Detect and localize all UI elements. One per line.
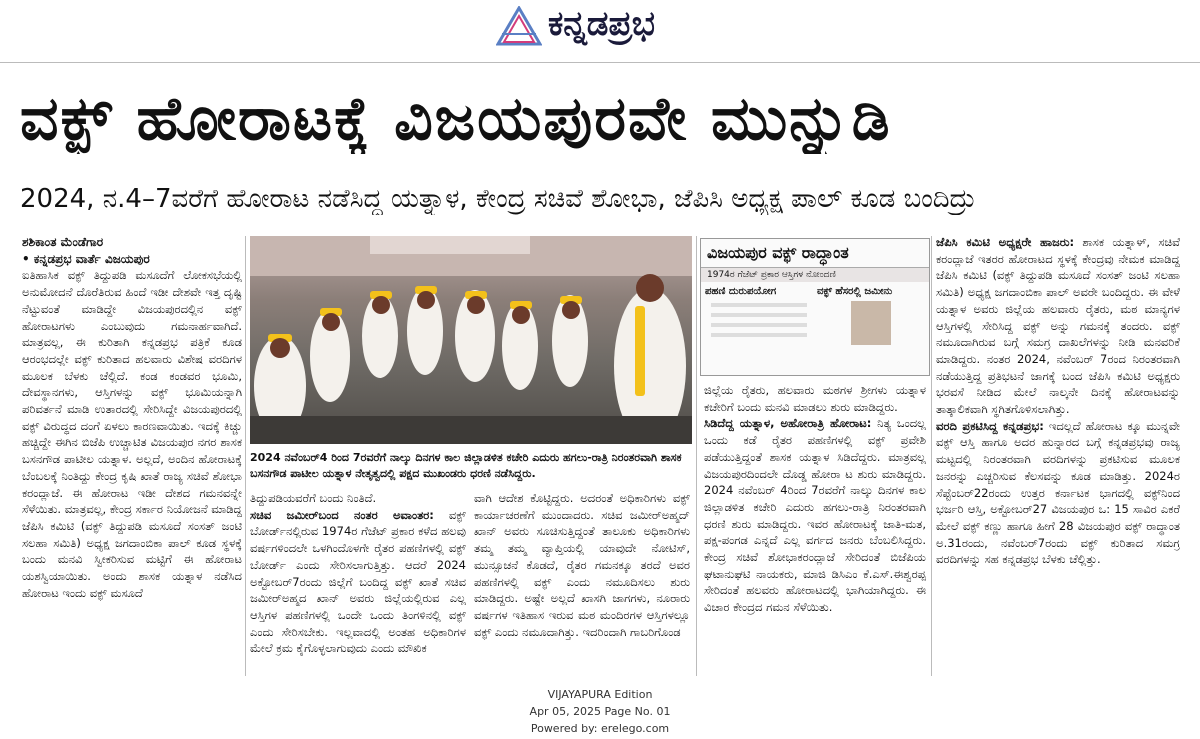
byline-author: ಶಶಿಕಾಂತ ಮೆಂಡೆಗಾರ [22,235,104,249]
column-2-subhead: ಸಚಿವ ಜಮೀರ್‌ಬಂದ ನಂತರ ಅವಾಂತರ: [250,507,434,522]
column-5-text-b: ಇದಲ್ಲದೆ ಹೋರಾಟ ಕ್ಕೂ ಮುನ್ನವೇ ವಕ್ಫ್ ಆಸ್ತಿ ಹಾಗೂ ಅದರ ಹುನ್ನಾರದ ಬಗ್ಗೆ ಕನ್ನಡಪ್ರಭವು ರಾಜ್ಯ ಮಟ್ಟದಲ್ಲಿ ನಿರಂತರವಾಗಿ ವರದಿಗಳನ್ನು ಪ್ರಕಟಿಸುವ ಮೂಲಕ ಜನರನ್ನು ಎಚ್ಚರಿಸುವ ಕೆಲಸವನ್ನು ಕೂಡ ಮಾಡಿತ್ತು. 2024ರ ಸೆಪ್ಟೆಂಬರ್22ರಂದು ಉತ್ತರ ಕರ್ನಾಟಕ ಭಾಗದಲ್ಲಿ ವಕ್ಫ್‌ನಿಂದ ಭರ್ಜರಿ ಆಸ್ತಿ, ಅಕ್ಟೋಬರ್27 ವಿಜಯಪುರ ಒ: 15 ಸಾವಿರ ಎಕರೆ ಮೇಲೆ ವಕ್ಫ್ ಕಣ್ಣು ಹಾಗೂ ಹೀಗೆ 28 ವಿಜಯಪುರ ವಕ್ಫ್ ರಾದ್ಧಾಂತ ಅ.31ರಂದು, ನವೆಂಬರ್7ರಂದು ವಕ್ಫ್ ಕುರಿತಾದ ಸಮಗ್ರ ವರದಿಗಳನ್ನು ಸಹ ಕನ್ನಡಪ್ರಭ ಬೆಳಕು ಚೆಲ್ಲಿತ್ತು. [936,418,1180,567]
page-footer [0,686,1200,737]
column-4-text-b: ನಿತ್ಯ ಒಂದಲ್ಲ ಒಂದು ಕಡೆ ರೈತರ ಪಹಣಿಗಳಲ್ಲಿ ವಕ್ಫ್ ಪ್ರವೇಶಿ ಪಡೆಯುತ್ತಿದ್ದಂತೆ ಶಾಸಕ ಯತ್ನಾಳ ಸಿಡಿದೆದ್ದರು. ಮಾತ್ರವಲ್ಲ ವಿಜಯಪುರದಿಂದಲೇ ದೊಡ್ಡ ಹೋರಾ ಟ ಶುರು ಮಾಡಿದ್ದರು. 2024 ನವೆಂಬರ್ 4ರಿಂದ 7ರವರೆಗೆ ನಾಲ್ಕು ದಿನಗಳ ಕಾಲ ಜಿಲ್ಲಾಡಳಿತ ಕಚೇರಿ ಎದುರು ಹಗಲು-ರಾತ್ರಿ ನಿರಂತರವಾಗಿ ಧರಣಿ ಶುರು ಮಾಡಿದ್ದರು. ಇವರ ಹೋರಾಟಕ್ಕೆ ಜಾತಿ-ಮತ, ಪಕ್ಷ-ಪಂಗಡ ಎನ್ನದೆ ಎಲ್ಲ ವರ್ಗದ ಜನರು ಬೆಂಬಲಿಸಿದ್ದರು. ಕೇಂದ್ರ ಸಚಿವೆ ಶೋಭಾಕರಂದ್ಲಾಜೆ ಸೇರಿದಂತೆ ಬಿಜೆಪಿಯ ಘಟಾನುಘಟಿ ನಾಯಕರು, ಮಾಜಿ ಡಿಸಿಎಂ ಕೆ.ಎಸ್.ಈಶ್ವರಪ್ಪ ಸೇರಿದಂತೆ ಹಲವರು ಹೋರಾಟದಲ್ಲಿ ಭಾಗಿಯಾಗಿದ್ದರು. ಈ ವಿಚಾರ ಕೇಂದ್ರದ ಗಮನ ಸೆಳೆಯಿತು. [704,416,926,615]
column-2-text-a: ತಿದ್ದುಪಡಿಯವರೆಗೆ ಬಂದು ನಿಂತಿದೆ. [250,491,377,505]
article-column-4 [704,382,926,674]
footer-date: Apr 05, 2025 Page No. 01 [529,705,671,718]
article-column-1 [22,234,242,674]
column-1-text: ಐತಿಹಾಸಿಕ ವಕ್ಫ್ ತಿದ್ದುಪಡಿ ಮಸೂದೆಗೆ ಲೋಕಸಭೆಯಲ್ಲಿ ಅನುಮೋದನೆ ದೊರೆತಿರುವ ಹಿಂದೆ ಇಡೀ ದೇಶವೇ ಇತ್ತ ದೃಷ್ಟಿ ನೆಟ್ಟುವಂತೆ ಮಾಡಿದ್ದೇ ವಿಜಯಪುರದಲ್ಲಿನ ವಕ್ಫ್ ಹೋರಾಟಗಳು ಎಂಬುವುದು ಗಮನಾರ್ಹವಾಗಿದೆ. ಮಾತ್ರವಲ್ಲ, ಈ ಕುರಿತಾಗಿ ಕನ್ನಡಪ್ರಭ ಪತ್ರಿಕೆ ಕೂಡ ಆರಂಭದಲ್ಲೇ ವಕ್ಫ್ ಕುರಿತಾದ ಹಲವಾರು ವಿಶೇಷ ವರದಿಗಳ ಮೂಲಕ ಬೆಳಕು ಚೆಲ್ಲಿದೆ. ಕಂಡ ಕಂಡವರ ಭೂಮಿ, ದೇವಸ್ಥಾನಗಳು, ಆಸ್ತಿಗಳನ್ನು ವಕ್ಫ್ ಭೂಮಿಯನ್ನಾಗಿ ಪರಿವರ್ತನೆ ಮಾಡಿ ಉತಾರದಲ್ಲಿ ಸೇರಿಸಿದ್ದೇ ವಿಜಯಪುರದಲ್ಲಿ ವಕ್ಫ್ ವಿರುದ್ಧದ ದಂಗೆ ಏಳಲು ಕಾರಣವಾಯಿತು. ಇದಕ್ಕೆ ಕಿಚ್ಚು ಹಚ್ಚಿದ್ದೇ ಈಗಿನ ಬಿಜೆಪಿ ಉಚ್ಚಾಟಿತ ವಿಜಯಪುರ ನಗರ ಶಾಸಕ ಬಸನಗೌಡ ಪಾಟೀಲ ಯತ್ನಾಳ. ಅಲ್ಲದೆ, ಅಂದಿನ ಹೋರಾಟಕ್ಕೆ ಬೆಂಬಲಕ್ಕೆ ನಿಂತಿದ್ದು ಕೇಂದ್ರ ಕೃಷಿ ಖಾತೆ ರಾಜ್ಯ ಸಚಿವೆ ಶೋಭಾ ಕರಂದ್ಲಾಜೆ. ಈ ಹೋರಾಟ ಇಡೀ ದೇಶದ ಗಮನವನ್ನೇ ಸೆಳೆಯಿತು. ಮಾತ್ರವಲ್ಲ, ಕೇಂದ್ರ ಸರ್ಕಾರ ನಿಯೋಜನೆ ಮಾಡಿದ್ದ ಜೆಪಿಸಿ ಕಮಿಟಿ (ವಕ್ಫ್ ತಿದ್ದುಪಡಿ ಮಸೂದೆ ಸಂಸತ್ ಜಂಟಿ ಸಲಹಾ ಸಮಿತಿ) ಅಧ್ಯಕ್ಷ ಜಗದಾಂಬಿಕಾ ಪಾಲ್ ಕೂಡ ಸ್ಥಳಕ್ಕೆ ಬಂದು ಮನವಿ ಸ್ವೀಕರಿಸುವ ಮಟ್ಟಿಗೆ ಈ ಹೋರಾಟ ಯಶಸ್ವಿಯಾಯಿತು. ಅಂದು ಶಾಸಕ ಯತ್ನಾಳ ನಡೆಸಿದ ಹೋರಾಟ ಇಂದು ವಕ್ಫ್ ಮಸೂದೆ [22,268,242,600]
article-column-5 [936,234,1180,674]
masthead-logo-text: ಕನ್ನಡಪ್ರಭ [548,4,655,44]
column-4-text-a: ಜಿಲ್ಲೆಯ ರೈತರು, ಹಲವಾರು ಮಠಗಳ ಶ್ರೀಗಳು ಯತ್ನಾಳ ಕಚೇರಿಗೆ ಬಂದು ಮನವಿ ಮಾಡಲು ಶುರು ಮಾಡಿದ್ದರು. [704,383,926,414]
masthead [0,0,1200,63]
column-5-subhead-a: ಜೆಪಿಸಿ ಕಮಿಟಿ ಅಧ್ಯಕ್ಷರೇ ಹಾಜರು: [936,235,1075,249]
article-column-3 [474,490,690,676]
column-4-subhead: ಸಿಡಿದೆದ್ದ ಯತ್ನಾಳ, ಅಹೋರಾತ್ರಿ ಹೋರಾಟ: [704,416,872,431]
headline: ವಕ್ಫ್ ಹೋರಾಟಕ್ಕೆ ವಿಜಯಪುರವೇ ಮುನ್ನುಡಿ [20,84,892,154]
article-column-2 [250,490,466,676]
sidebar-graphic [700,238,930,376]
sidebar-title: ವಿಜಯಪುರ ವಕ್ಫ್ ರಾದ್ಧಾಂತ [701,239,929,268]
sidebar-tagline: 1974ರ ಗೆಜೆಟ್ ಪ್ರಕಾರ ಆಸ್ತಿಗಳ ನೋಂದಣಿ [701,268,929,282]
column-3-text: ವಾಗಿ ಆದೇಶ ಕೊಟ್ಟಿದ್ದರು. ಅದರಂತೆ ಅಧಿಕಾರಿಗಳು ವಕ್ಫ್ ಕಾರ್ಯಾಚರಣೆಗೆ ಮುಂದಾದರು. ಸಚಿವ ಜಮೀರ್‌ಅಹ್ಮದ್ ಖಾನ್ ಅವರು ಸೂಚಿಸುತ್ತಿದ್ದಂತೆ ತಾಲೂಕು ಅಧಿಕಾರಿಗಳು ತಮ್ಮ ತಮ್ಮ ವ್ಯಾಪ್ತಿಯಲ್ಲಿ ಯಾವುದೇ ನೋಟಿಸ್, ಮುನ್ಸೂಚನೆ ಕೊಡದೆ, ರೈತರ ಗಮನಕ್ಕೂ ತರದೆ ಅವರ ಪಹಣಿಗಳಲ್ಲಿ ವಕ್ಫ್ ಎಂದು ನಮೂದಿಸಲು ಶುರು ಮಾಡಿದ್ದರು. ಅಷ್ಟೇ ಅಲ್ಲದೆ ಖಾಸಗಿ ಜಾಗಗಳು, ನೂರಾರು ವರ್ಷಗಳ ಇತಿಹಾಸ ಇರುವ ಮಠ ಮಂದಿರಗಳ ಆಸ್ತಿಗಳಲ್ಲೂ ವಕ್ಫ್ ಎಂದು ನಮೂದಾಗಿತ್ತು. ಇದರಿಂದಾಗಿ ಗಾಬರಿಗೊಂಡ [474,491,690,639]
protest-photo-graphic [250,236,692,444]
footer-edition: VIJAYAPURA Edition [547,688,653,701]
sidebar-label-a: ಪಹಣಿ ದುರುಪಯೋಗ [705,286,777,297]
byline-source: • ಕನ್ನಡಪ್ರಭ ವಾರ್ತೆ ವಿಜಯಪುರ [22,251,150,266]
column-divider [245,236,246,676]
photo-caption: 2024 ನವೆಂಬರ್4 ರಿಂದ 7ರವರೆಗೆ ನಾಲ್ಕು ದಿನಗಳ ಕಾಲ ಜಿಲ್ಲಾಡಳಿತ ಕಚೇರಿ ಎದುರು ಹಗಲು-ರಾತ್ರಿ ನಿರಂತರವಾಗಿ ಶಾಸಕ ಬಸನಗೌಡ ಪಾಟೀಲ ಯತ್ನಾಳ ನೇತೃತ್ವದಲ್ಲಿ ಪಕ್ಷದ ಮುಖಂಡರು ಧರಣಿ ನಡೆಸಿದ್ದರು. [250,451,682,480]
column-5-text-a: ಶಾಸಕ ಯತ್ನಾಳ್, ಸಚಿವೆ ಕರಂದ್ಲಾಜೆ ಇತರರ ಹೋರಾಟದ ಸ್ಥಳಕ್ಕೆ ಕೇಂದ್ರವು ನೇಮಕ ಮಾಡಿದ್ದ ಜೆಪಿಸಿ ಕಮಿಟಿ (ವಕ್ಫ್ ತಿದ್ದುಪಡಿ ಮಸೂದೆ ಸಂಸತ್ ಜಂಟಿ ಸಲಹಾ ಸಮಿತಿ) ಅಧ್ಯಕ್ಷ ಜಗದಾಂಬಿಕಾ ಪಾಲ್ ಅವರೇ ಬಂದಿದ್ದರು. ಈ ವೇಳೆ ಯತ್ನಾಳ ಅವರು ಜಿಲ್ಲೆಯ ಹಲವಾರು ರೈತರು, ಮಠ ಮಾನ್ಯಗಳ ಆಸ್ತಿಗಳಲ್ಲಿ ಸೇರಿಸಿದ್ದ ವಕ್ಫ್ ಅನ್ನು ಗಮನಕ್ಕೆ ತಂದರು. ವಕ್ಫ್ ನಮೂದಾಗಿರುವ ಬಗ್ಗೆ ಸಮಗ್ರ ದಾಖಲೆಗಳನ್ನು ನೀಡಿ ಮನವರಿಕೆ ಮಾಡಿದ್ದರು. ನಂತರ 2024, ನವೆಂಬರ್ 7ರಂದ ನಿರಂತರವಾಗಿ ನಡೆಯುತ್ತಿದ್ದ ಪ್ರತಿಭಟನೆ ಜಾಗಕ್ಕೆ ಬಂದ ಜೆಪಿಸಿ ಕಮಿಟಿ ಅಧ್ಯಕ್ಷರು ಭರವಸೆ ನೀಡಿದ ಮೇಲೆ ನಾಲ್ಕನೇ ದಿನಕ್ಕೆ ಹೋರಾಟವನ್ನು ತಾತ್ಕಾಲಿಕವಾಗಿ ಸ್ಥಗಿತಗೊಳಿಸಲಾಗಿತ್ತು. [936,235,1180,417]
column-5-subhead-b: ವರದಿ ಪ್ರಕಟಿಸಿದ್ದ ಕನ್ನಡಪ್ರಭ: [936,418,1044,433]
masthead-logo-icon [496,6,542,46]
column-divider [931,236,932,676]
subheadline: 2024, ನ.4–7ವರೆಗೆ ಹೋರಾಟ ನಡೆಸಿದ್ದ ಯತ್ನಾಳ, ಕೇಂದ್ರ ಸಚಿವೆ ಶೋಭಾ, ಜೆಪಿಸಿ ಅಧ್ಯಕ್ಷ ಪಾಲ್ ಕೂಡ ಬಂದಿದ್ರು [20,184,976,214]
column-divider [696,236,697,676]
footer-powered: Powered by: erelego.com [530,722,670,735]
sidebar-label-b: ವಕ್ಫ್ ಹೆಸರಲ್ಲಿ ಜಮೀನು [817,286,893,297]
sidebar-portrait [851,301,891,345]
protest-photo [250,236,692,444]
column-2-text-b: ವಕ್ಫ್ ಬೋರ್ಡ್‌ನಲ್ಲಿರುವ 1974ರ ಗೆಜೆಟ್ ಪ್ರಕಾರ ಕಳೆದ ಹಲವು ವರ್ಷಗಳಿಂದಲೇ ಒಳಗಿಂದೊಳಗೇ ರೈತರ ಪಹಣಿಗಳಲ್ಲಿ ವಕ್ಫ್ ಬೋರ್ಡ್ ಎಂದು ಸೇರಿಸಲಾಗುತ್ತಿತ್ತು. ಆದರೆ 2024 ಅಕ್ಟೋಬರ್7ರಂದು ಜಿಲ್ಲೆಗೆ ಬಂದಿದ್ದ ವಕ್ಫ್ ಖಾತೆ ಸಚಿವ ಜಮೀರ್‌ಅಹ್ಮದ ಖಾನ್ ಅವರು ಜಿಲ್ಲೆಯಲ್ಲಿರುವ ಎಲ್ಲ ಆಸ್ತಿಗಳ ಪಹಣಿಗಳಲ್ಲಿ ಒಂದೇ ಒಂದು ತಿಂಗಳಿನಲ್ಲಿ ವಕ್ಫ್ ಎಂದು ಸೇರಿಸಬೇಕು. ಇಲ್ಲವಾದಲ್ಲಿ ಅಂತಹ ಅಧಿಕಾರಿಗಳ ಮೇಲೆ ಕ್ರಮ ಕೈಗೊಳ್ಳಲಾಗುವುದು ಎಂದು ಮೌಖಿಕ [250,507,466,656]
